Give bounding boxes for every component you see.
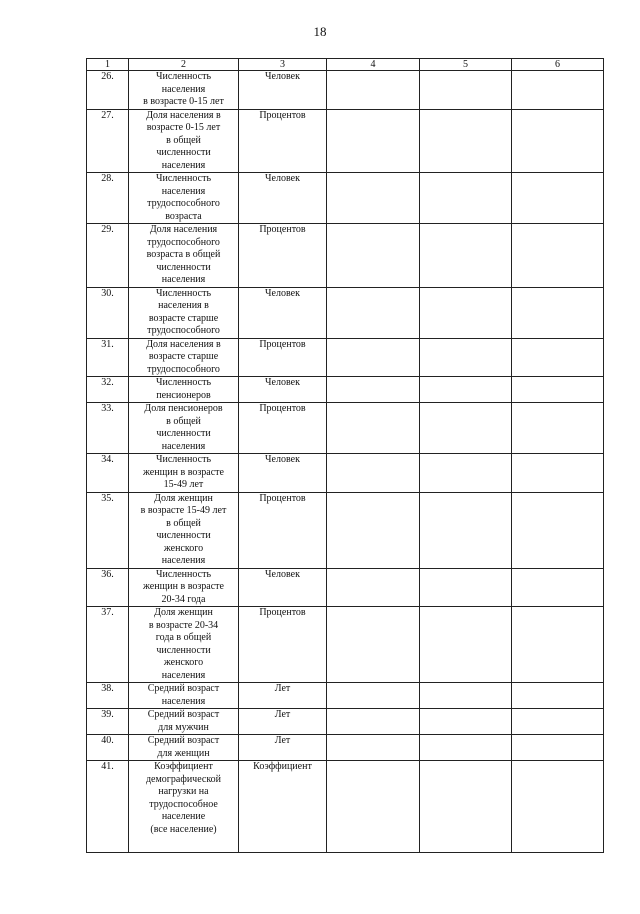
- value-cell-col4: [327, 377, 420, 403]
- row-number: 36.: [87, 568, 129, 607]
- indicator-name: Доля пенсионеров в общей численности населения: [129, 403, 239, 454]
- indicator-name: Доля населения в возрасте старше трудоспособного: [129, 338, 239, 377]
- value-cell-col5: [420, 607, 512, 683]
- unit-of-measure: Лет: [239, 735, 327, 761]
- row-number: 30.: [87, 287, 129, 338]
- unit-of-measure: Процентов: [239, 492, 327, 568]
- value-cell-col6: [512, 735, 604, 761]
- table-row: [87, 173, 604, 224]
- table-row: [87, 287, 604, 338]
- unit-of-measure: Человек: [239, 287, 327, 338]
- value-cell-col4: [327, 761, 420, 853]
- value-cell-col4: [327, 338, 420, 377]
- indicator-name: Доля населения трудоспособного возраста в общей численности населения: [129, 224, 239, 288]
- table-row: [87, 761, 604, 853]
- unit-of-measure: Процентов: [239, 607, 327, 683]
- value-cell-col6: [512, 109, 604, 173]
- value-cell-col5: [420, 492, 512, 568]
- value-cell-col5: [420, 403, 512, 454]
- unit-of-measure: Человек: [239, 173, 327, 224]
- value-cell-col6: [512, 377, 604, 403]
- value-cell-col4: [327, 607, 420, 683]
- value-cell-col4: [327, 683, 420, 709]
- row-number: 32.: [87, 377, 129, 403]
- row-number: 34.: [87, 454, 129, 493]
- indicators-table: [86, 58, 604, 853]
- value-cell-col4: [327, 71, 420, 110]
- unit-of-measure: Лет: [239, 709, 327, 735]
- value-cell-col4: [327, 403, 420, 454]
- indicator-name: Численность населения в возрасте 0-15 лет: [129, 71, 239, 110]
- row-number: 33.: [87, 403, 129, 454]
- unit-of-measure: Коэффициент: [239, 761, 327, 853]
- table-row: [87, 492, 604, 568]
- value-cell-col5: [420, 735, 512, 761]
- row-number: 37.: [87, 607, 129, 683]
- indicator-name: Средний возраст для женщин: [129, 735, 239, 761]
- row-number: 41.: [87, 761, 129, 853]
- row-number: 38.: [87, 683, 129, 709]
- value-cell-col6: [512, 709, 604, 735]
- indicator-name: Доля населения в возрасте 0-15 лет в общей численности населения: [129, 109, 239, 173]
- unit-of-measure: Человек: [239, 71, 327, 110]
- unit-of-measure: Человек: [239, 377, 327, 403]
- value-cell-col6: [512, 568, 604, 607]
- indicator-name: Численность населения трудоспособного возраста: [129, 173, 239, 224]
- unit-of-measure: Процентов: [239, 224, 327, 288]
- unit-of-measure: Процентов: [239, 338, 327, 377]
- row-number: 35.: [87, 492, 129, 568]
- unit-of-measure: Процентов: [239, 403, 327, 454]
- value-cell-col4: [327, 287, 420, 338]
- value-cell-col5: [420, 109, 512, 173]
- value-cell-col4: [327, 735, 420, 761]
- value-cell-col6: [512, 403, 604, 454]
- value-cell-col5: [420, 173, 512, 224]
- value-cell-col6: [512, 224, 604, 288]
- value-cell-col5: [420, 287, 512, 338]
- value-cell-col4: [327, 454, 420, 493]
- indicator-name: Численность пенсионеров: [129, 377, 239, 403]
- value-cell-col5: [420, 71, 512, 110]
- value-cell-col5: [420, 683, 512, 709]
- table-row: [87, 607, 604, 683]
- value-cell-col6: [512, 71, 604, 110]
- row-number: 31.: [87, 338, 129, 377]
- row-number: 28.: [87, 173, 129, 224]
- value-cell-col6: [512, 287, 604, 338]
- table-row: [87, 109, 604, 173]
- value-cell-col5: [420, 224, 512, 288]
- table-row: [87, 454, 604, 493]
- table-row: [87, 224, 604, 288]
- indicator-name: Средний возраст для мужчин: [129, 709, 239, 735]
- value-cell-col4: [327, 492, 420, 568]
- value-cell-col6: [512, 454, 604, 493]
- table-row: [87, 683, 604, 709]
- column-header-4: 4: [327, 59, 420, 71]
- value-cell-col4: [327, 568, 420, 607]
- row-number: 29.: [87, 224, 129, 288]
- value-cell-col4: [327, 224, 420, 288]
- table-row: [87, 735, 604, 761]
- row-number: 40.: [87, 735, 129, 761]
- row-number: 27.: [87, 109, 129, 173]
- value-cell-col6: [512, 173, 604, 224]
- value-cell-col6: [512, 492, 604, 568]
- value-cell-col6: [512, 683, 604, 709]
- table-row: [87, 71, 604, 110]
- indicator-name: Коэффициент демографической нагрузки на трудоспособное население (все население): [129, 761, 239, 853]
- row-number: 39.: [87, 709, 129, 735]
- table-row: [87, 568, 604, 607]
- value-cell-col6: [512, 607, 604, 683]
- indicator-name: Доля женщин в возрасте 15-49 лет в общей численности женского населения: [129, 492, 239, 568]
- value-cell-col5: [420, 761, 512, 853]
- column-header-6: 6: [512, 59, 604, 71]
- value-cell-col5: [420, 338, 512, 377]
- table-row: [87, 377, 604, 403]
- value-cell-col4: [327, 173, 420, 224]
- value-cell-col5: [420, 709, 512, 735]
- column-header-5: 5: [420, 59, 512, 71]
- unit-of-measure: Лет: [239, 683, 327, 709]
- unit-of-measure: Процентов: [239, 109, 327, 173]
- column-header-1: 1: [87, 59, 129, 71]
- indicator-name: Численность женщин в возрасте 20-34 года: [129, 568, 239, 607]
- indicator-name: Численность населения в возрасте старше трудоспособного: [129, 287, 239, 338]
- value-cell-col5: [420, 377, 512, 403]
- indicator-name: Численность женщин в возрасте 15-49 лет: [129, 454, 239, 493]
- value-cell-col5: [420, 454, 512, 493]
- column-header-2: 2: [129, 59, 239, 71]
- row-number: 26.: [87, 71, 129, 110]
- value-cell-col6: [512, 761, 604, 853]
- table-row: [87, 709, 604, 735]
- page-number: 18: [313, 24, 327, 39]
- table-row: [87, 403, 604, 454]
- table-header-row: [87, 59, 604, 71]
- value-cell-col4: [327, 709, 420, 735]
- unit-of-measure: Человек: [239, 568, 327, 607]
- column-header-3: 3: [239, 59, 327, 71]
- indicator-name: Доля женщин в возрасте 20-34 года в общей численности женского населения: [129, 607, 239, 683]
- value-cell-col6: [512, 338, 604, 377]
- table-row: [87, 338, 604, 377]
- value-cell-col4: [327, 109, 420, 173]
- value-cell-col5: [420, 568, 512, 607]
- indicator-name: Средний возраст населения: [129, 683, 239, 709]
- unit-of-measure: Человек: [239, 454, 327, 493]
